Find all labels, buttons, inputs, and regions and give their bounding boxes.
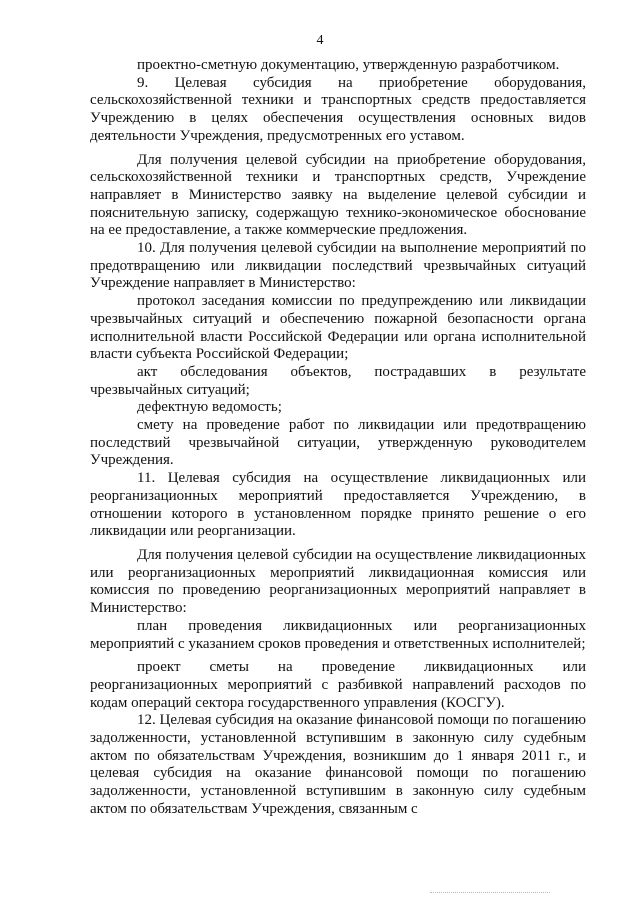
- paragraph: 9. Целевая субсидия на приобретение оборудования, сельскохозяйственной техники и транспортных средств предоставляется Учреждению в целях обеспечения осуществления основных видов деятельности Учреждения, предусмотренных его уставом.: [90, 74, 586, 144]
- paragraph: план проведения ликвидационных или реорганизационных мероприятий с указанием сроков проведения и ответственных исполнителей;: [90, 617, 586, 652]
- paragraph: 11. Целевая субсидия на осуществление ликвидационных или реорганизационных мероприятий предоставляется Учреждению, в отношении которого в установленном порядке принято решение о его ликвидации или реорганизации.: [90, 470, 586, 540]
- paragraph: акт обследования объектов, пострадавших в результате чрезвычайных ситуаций;: [90, 363, 586, 398]
- paragraph: Для получения целевой субсидии на приобретение оборудования, сельскохозяйственной техники и транспортных средств, Учреждение направляет в Министерство заявку на выделение целевой субсидии и пояснительную записку, содержащую технико-экономическое обоснование на ее предоставление, а также коммерческие предложения.: [90, 151, 586, 239]
- scan-artifact: [430, 892, 550, 899]
- paragraph: смету на проведение работ по ликвидации или предотвращению последствий чрезвычайной ситуации, утвержденную руководителем Учреждения.: [90, 417, 586, 469]
- paragraph: протокол заседания комиссии по предупреждению или ликвидации чрезвычайных ситуаций и обеспечению пожарной безопасности органа исполнительной власти Российской Федерации или органа исполнительной власти субъекта Российской Федерации;: [90, 293, 586, 363]
- paragraph: проект сметы на проведение ликвидационных или реорганизационных мероприятий с разбивкой направлений расходов по кодам операций сектора государственного управления (КОСГУ).: [90, 659, 586, 711]
- paragraph: проектно-сметную документацию, утвержденную разработчиком.: [137, 57, 560, 73]
- document-body: [90, 57, 586, 819]
- paragraph: 12. Целевая субсидия на оказание финансовой помощи по погашению задолженности, установленной вступившим в законную силу судебным актом по обязательствам Учреждения, возникшим до 1 января 2011 г., и целевая субсидия на оказание финансовой помощи по погашению задолженности, установленной вступившим в законную силу судебным актом по обязательствам Учреждения, связанным с: [90, 712, 586, 817]
- page-number: 4: [316, 33, 324, 48]
- paragraph: дефектную ведомость;: [137, 399, 282, 416]
- paragraph: 10. Для получения целевой субсидии на выполнение мероприятий по предотвращению или ликвидации последствий чрезвычайных ситуаций Учреждение направляет в Министерство:: [90, 240, 586, 292]
- paragraph: Для получения целевой субсидии на осуществление ликвидационных или реорганизационных мероприятий ликвидационная комиссия или комиссия по проведению реорганизационных мероприятий направляет в Министерство:: [90, 546, 586, 617]
